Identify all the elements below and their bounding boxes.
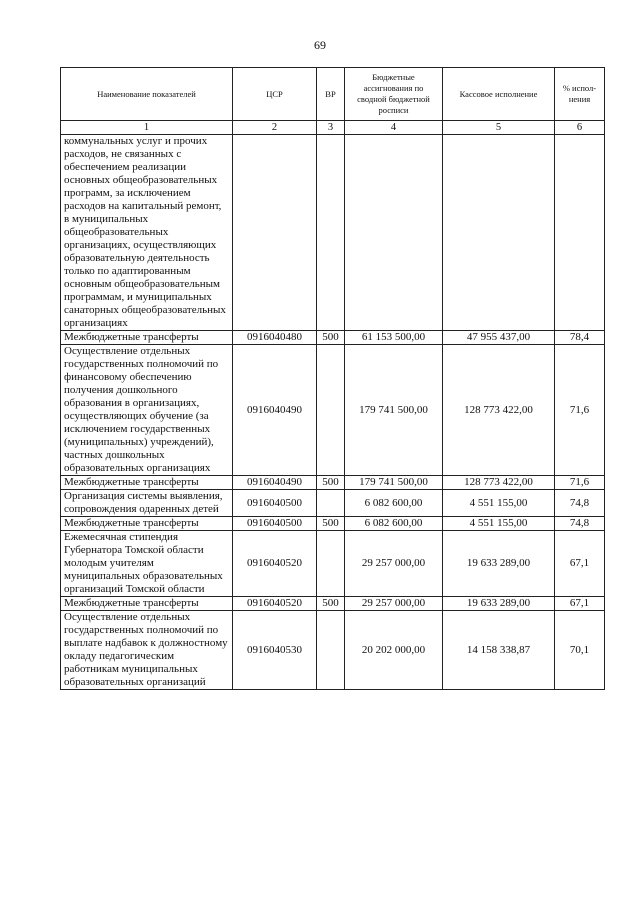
row-vr xyxy=(317,611,345,690)
header-name: Наименование показателей xyxy=(61,68,233,121)
row-cash: 19 633 289,00 xyxy=(443,597,555,611)
row-cash: 128 773 422,00 xyxy=(443,476,555,490)
row-percent: 67,1 xyxy=(555,531,605,597)
row-vr: 500 xyxy=(317,331,345,345)
row-csr: 0916040520 xyxy=(233,597,317,611)
table-row xyxy=(61,135,605,331)
row-vr xyxy=(317,345,345,476)
row-cash: 19 633 289,00 xyxy=(443,531,555,597)
row-budget xyxy=(345,135,443,331)
column-number: 5 xyxy=(443,121,555,135)
table-row xyxy=(61,331,605,345)
row-percent: 74,8 xyxy=(555,517,605,531)
column-number: 2 xyxy=(233,121,317,135)
header-row xyxy=(61,68,605,121)
row-name: Ежемесячная стипендия Губернатора Томской области молодым учителям муниципальных образовательных организаций Томской области xyxy=(61,531,233,597)
row-percent: 71,6 xyxy=(555,345,605,476)
row-name: Межбюджетные трансферты xyxy=(61,476,233,490)
row-cash: 4 551 155,00 xyxy=(443,490,555,517)
row-csr: 0916040490 xyxy=(233,476,317,490)
table-row xyxy=(61,476,605,490)
row-percent: 70,1 xyxy=(555,611,605,690)
row-budget: 29 257 000,00 xyxy=(345,597,443,611)
row-name: Осуществление отдельных государственных полномочий по выплате надбавок к должностному окладу педагогическим работникам муниципальных образовательных организаций xyxy=(61,611,233,690)
row-budget: 6 082 600,00 xyxy=(345,517,443,531)
row-name: Межбюджетные трансферты xyxy=(61,517,233,531)
column-number-row xyxy=(61,121,605,135)
header-budget: Бюджетные ассигнования по сводной бюджетной росписи xyxy=(345,68,443,121)
header-percent: % испол- нения xyxy=(555,68,605,121)
row-csr xyxy=(233,135,317,331)
row-csr: 0916040490 xyxy=(233,345,317,476)
column-number: 3 xyxy=(317,121,345,135)
column-number: 6 xyxy=(555,121,605,135)
row-budget: 6 082 600,00 xyxy=(345,490,443,517)
column-number: 1 xyxy=(61,121,233,135)
row-percent: 71,6 xyxy=(555,476,605,490)
row-csr: 0916040480 xyxy=(233,331,317,345)
row-cash: 4 551 155,00 xyxy=(443,517,555,531)
row-cash: 47 955 437,00 xyxy=(443,331,555,345)
row-vr xyxy=(317,490,345,517)
row-percent: 78,4 xyxy=(555,331,605,345)
row-name: Межбюджетные трансферты xyxy=(61,331,233,345)
row-name: коммунальных услуг и прочих расходов, не связанных с обеспечением реализации основных общеобразовательных программ, за исключением расходов на капитальный ремонт, в муниципальных общеобразовательных организациях, осуществляющих образовательную деятельность только по адаптированным основным общеобразовательным программам, и муниципальных санаторных общеобразовательных организациях xyxy=(61,135,233,331)
row-vr: 500 xyxy=(317,597,345,611)
row-vr: 500 xyxy=(317,476,345,490)
header-vr: ВР xyxy=(317,68,345,121)
table-row xyxy=(61,611,605,690)
row-percent: 74,8 xyxy=(555,490,605,517)
row-budget: 179 741 500,00 xyxy=(345,345,443,476)
row-csr: 0916040520 xyxy=(233,531,317,597)
header-csr: ЦСР xyxy=(233,68,317,121)
header-cash: Кассовое исполнение xyxy=(443,68,555,121)
page-number: 69 xyxy=(314,38,326,52)
row-name: Организация системы выявления, сопровождения одаренных детей xyxy=(61,490,233,517)
row-percent: 67,1 xyxy=(555,597,605,611)
table-row xyxy=(61,490,605,517)
row-csr: 0916040500 xyxy=(233,517,317,531)
row-name: Межбюджетные трансферты xyxy=(61,597,233,611)
table-row xyxy=(61,531,605,597)
row-budget: 29 257 000,00 xyxy=(345,531,443,597)
column-number: 4 xyxy=(345,121,443,135)
row-csr: 0916040530 xyxy=(233,611,317,690)
row-percent xyxy=(555,135,605,331)
row-budget: 179 741 500,00 xyxy=(345,476,443,490)
row-vr: 500 xyxy=(317,517,345,531)
table-row xyxy=(61,345,605,476)
row-budget: 20 202 000,00 xyxy=(345,611,443,690)
row-csr: 0916040500 xyxy=(233,490,317,517)
table-row xyxy=(61,597,605,611)
row-budget: 61 153 500,00 xyxy=(345,331,443,345)
row-name: Осуществление отдельных государственных полномочий по финансовому обеспечению получения дошкольного образования в организациях, осуществляющих обучение (за исключением государственных (муниципальных) учреждений), частных дошкольных образовательных организациях xyxy=(61,345,233,476)
row-cash: 14 158 338,87 xyxy=(443,611,555,690)
row-vr xyxy=(317,531,345,597)
row-cash xyxy=(443,135,555,331)
row-vr xyxy=(317,135,345,331)
row-cash: 128 773 422,00 xyxy=(443,345,555,476)
budget-table xyxy=(60,67,605,690)
table-row xyxy=(61,517,605,531)
